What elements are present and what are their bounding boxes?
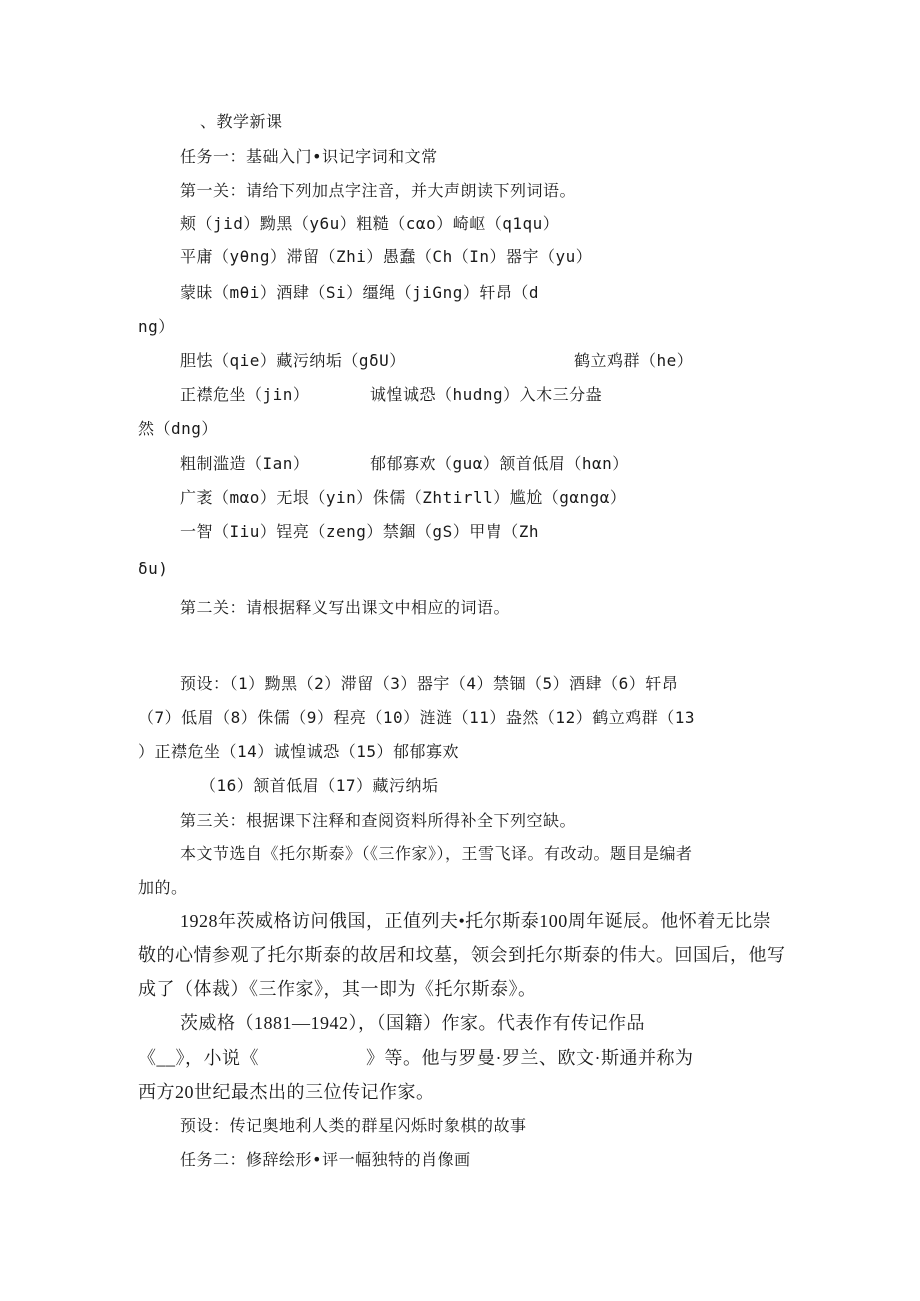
answer-line-2: （7）低眉（8）侏儒（9）程亮（10）涟涟（11）盎然（12）鹤立鸡群（13 bbox=[138, 708, 695, 727]
pinyin-line-4b: 鹤立鸡群（he） bbox=[574, 351, 694, 370]
pinyin-line-2: 平庸（yθng）滞留（Zhi）愚蠢（Ch（In）器宇（yu） bbox=[180, 247, 593, 266]
pinyin-line-5-cont: 然（dng） bbox=[138, 419, 218, 438]
pinyin-line-3-cont: ng） bbox=[138, 317, 175, 336]
source-line-2: 加的。 bbox=[138, 878, 188, 897]
answer-line-1: 预设：（1）黝黑（2）滞留（3）器宇（4）禁锢（5）酒肆（6）轩昂 bbox=[180, 674, 679, 693]
level-one-instruction: 第一关：请给下列加点字注音，并大声朗读下列词语。 bbox=[180, 181, 577, 200]
pinyin-line-1: 颊（jid）黝黑（y6u）粗糙（cαo）崎岖（q1qu） bbox=[180, 214, 560, 233]
pinyin-line-8-cont: δu) bbox=[138, 559, 169, 578]
answer-line-3: ）正襟危坐（14）诚惶诚恐（15）郁郁寡欢 bbox=[138, 742, 460, 761]
task-two-title: 任务二：修辞绘形•评一幅独特的肖像画 bbox=[180, 1150, 471, 1169]
pinyin-line-5a: 正襟危坐（jin） bbox=[180, 385, 310, 404]
pinyin-line-6a: 粗制滥造（Ian） bbox=[180, 454, 310, 473]
author-answer-line: 预设：传记奥地利人类的群星闪烁时象棋的故事 bbox=[180, 1116, 527, 1135]
author-line-3: 西方20世纪最杰出的三位传记作家。 bbox=[138, 1082, 435, 1102]
source-line-1: 本文节选自《托尔斯泰》（《三作家》），王雪飞译。有改动。题目是编者 bbox=[180, 844, 693, 863]
author-line-2a: 《__》，小说《 bbox=[138, 1048, 259, 1068]
author-line-2b: 》等。他与罗曼·罗兰、欧文·斯通并称为 bbox=[366, 1048, 694, 1068]
pinyin-line-5b: 诚惶诚恐（hudng）入木三分盎 bbox=[370, 385, 603, 404]
background-line-3: 成了（体裁）《三作家》，其一即为《托尔斯泰》。 bbox=[138, 979, 537, 999]
pinyin-line-8: 一智（Iiu）锃亮（zeng）禁錮（gS）甲胄（Zh bbox=[180, 522, 539, 541]
pinyin-line-4a: 胆怯（qie）藏污纳垢（gδU） bbox=[180, 351, 406, 370]
task-one-title: 任务一：基础入门•识记字词和文常 bbox=[180, 147, 438, 166]
author-line-1: 茨威格（1881—1942），（国籍）作家。代表作有传记作品 bbox=[180, 1013, 645, 1033]
answer-line-4: （16）颔首低眉（17）藏污纳垢 bbox=[200, 776, 439, 795]
pinyin-line-3: 蒙昧（mθi）酒肆（Si）缰绳（jiGng）轩昂（d bbox=[180, 283, 539, 302]
level-three-instruction: 第三关：根据课下注释和查阅资料所得补全下列空缺。 bbox=[180, 811, 577, 830]
section-heading: 、教学新课 bbox=[200, 112, 283, 131]
pinyin-line-6b: 郁郁寡欢（guα）颔首低眉（hαn） bbox=[370, 454, 629, 473]
background-line-2: 敬的心情参观了托尔斯泰的故居和坟墓，领会到托尔斯泰的伟大。回国后，他写 bbox=[138, 945, 786, 965]
level-two-instruction: 第二关：请根据释义写出课文中相应的词语。 bbox=[180, 598, 511, 617]
pinyin-line-7: 广袤（mαo）无垠（yin）侏儒（Zhtirll）尴尬（gαngα） bbox=[180, 488, 627, 507]
background-line-1: 1928年茨威格访问俄国，正值列夫•托尔斯泰100周年诞辰。他怀着无比崇 bbox=[180, 911, 772, 931]
